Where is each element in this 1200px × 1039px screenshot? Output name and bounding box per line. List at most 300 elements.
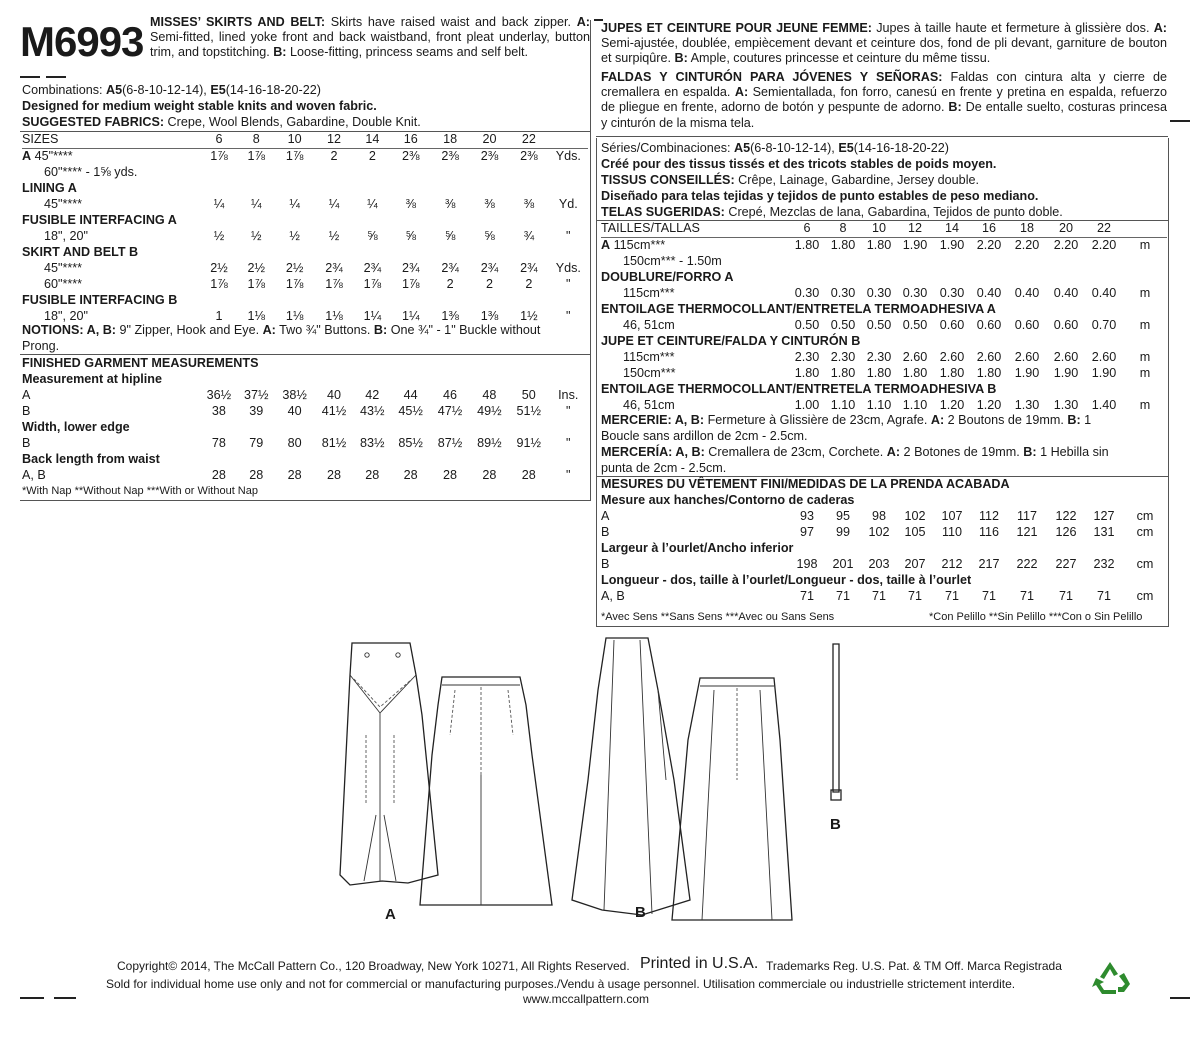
value-cell: 41½ bbox=[321, 403, 347, 418]
unit-cell: " bbox=[565, 403, 571, 418]
value-cell: 0.60 bbox=[976, 317, 1002, 332]
value-cell: 2.60 bbox=[902, 349, 928, 364]
value-cell: 1.80 bbox=[866, 237, 892, 252]
value-cell: 0.40 bbox=[1014, 285, 1040, 300]
table-row bbox=[22, 403, 588, 419]
fr-metrage-table bbox=[601, 221, 1167, 413]
value-cell: ¼ bbox=[289, 196, 300, 211]
fr-designed: Créé pour des tissus tissés et des tricots stables de poids moyen. bbox=[601, 157, 997, 171]
table-row bbox=[601, 237, 1167, 253]
value-cell: 1⅞ bbox=[325, 276, 343, 291]
value-cell: 102 bbox=[904, 508, 926, 523]
value-cell: 2¾ bbox=[401, 260, 420, 275]
illustration-label-b: B bbox=[635, 904, 646, 921]
value-cell: 2 bbox=[485, 276, 493, 291]
value-cell: 89½ bbox=[477, 435, 502, 450]
value-cell: 1⅞ bbox=[247, 148, 266, 163]
value-cell: 2½ bbox=[247, 260, 266, 275]
value-cell: 42 bbox=[365, 387, 380, 402]
value-cell: 36½ bbox=[206, 387, 232, 402]
size-header: 22 bbox=[509, 132, 548, 148]
value-cell: 83½ bbox=[360, 435, 385, 450]
value-cell: 49½ bbox=[477, 403, 502, 418]
value-cell: 1.10 bbox=[866, 397, 892, 412]
table-row bbox=[22, 228, 588, 244]
table-row bbox=[22, 435, 588, 451]
value-cell: 0.60 bbox=[1014, 317, 1040, 332]
value-cell: 2¾ bbox=[441, 260, 459, 275]
value-cell: 2.30 bbox=[866, 349, 892, 364]
footer-copyright: Copyright© 2014, The McCall Pattern Co., 120 Broadway, New York 10271, All Rights Reserved. bbox=[117, 959, 630, 973]
footer-sold: Sold for individual home use only and not for commercial or manufacturing purposes./Vendu à usage personnel. Utilisation commerciale ou industrielle strictement interdite. bbox=[106, 977, 1016, 991]
size-header: 14 bbox=[933, 221, 971, 237]
value-cell: 38 bbox=[211, 403, 226, 418]
es-telas: TELAS SUGERIDAS: Crepé, Mezclas de lana, Gabardina, Tejidos de punto doble. bbox=[601, 205, 1063, 219]
table-row bbox=[601, 253, 1167, 269]
value-cell bbox=[509, 164, 548, 180]
value-cell: 0.30 bbox=[939, 285, 965, 300]
unit-cell: Yds. bbox=[555, 148, 581, 163]
en-fabrics: SUGGESTED FABRICS: Crepe, Wool Blends, Gabardine, Double Knit. bbox=[22, 115, 421, 129]
row-label: 46, 51cm bbox=[623, 397, 675, 412]
row-label bbox=[601, 237, 789, 253]
value-cell bbox=[470, 164, 509, 180]
table-row bbox=[601, 285, 1167, 301]
value-cell: 0.30 bbox=[830, 285, 856, 300]
value-cell: 222 bbox=[1016, 556, 1038, 571]
fr-tissus: TISSUS CONSEILLÉS: Crêpe, Lainage, Gabardine, Jersey double. bbox=[601, 173, 979, 187]
value-cell: 0.60 bbox=[939, 317, 965, 332]
value-cell: 1 bbox=[215, 308, 223, 323]
value-cell: 79 bbox=[249, 435, 264, 450]
value-cell: 1.80 bbox=[939, 365, 965, 380]
value-cell: ⅜ bbox=[444, 196, 456, 211]
divider bbox=[596, 626, 1168, 627]
value-cell: 107 bbox=[941, 508, 963, 523]
value-cell: 46 bbox=[443, 387, 458, 402]
value-cell: 2½ bbox=[285, 260, 304, 275]
value-cell: 2⅜ bbox=[401, 148, 420, 163]
row-label: 60"**** bbox=[44, 276, 83, 291]
value-cell: 203 bbox=[868, 556, 890, 571]
footer-trademarks: Trademarks Reg. U.S. Pat. & TM Off. Marca Registrada bbox=[766, 959, 1062, 973]
value-cell: ¼ bbox=[213, 196, 225, 211]
table-row bbox=[22, 308, 588, 324]
en-intro-title: MISSES’ SKIRTS AND BELT: bbox=[150, 15, 326, 29]
value-cell: 117 bbox=[1016, 508, 1038, 523]
cut-line bbox=[46, 76, 66, 78]
unit-cell: " bbox=[566, 308, 571, 323]
value-cell: 81½ bbox=[321, 435, 347, 450]
value-cell: ½ bbox=[213, 228, 225, 243]
unit-cell: m bbox=[1139, 237, 1151, 252]
value-cell: 1⅞ bbox=[401, 276, 420, 291]
value-cell: 207 bbox=[904, 556, 926, 571]
value-cell: 2 bbox=[446, 276, 454, 291]
value-cell: 43½ bbox=[360, 403, 385, 418]
value-cell: ⅝ bbox=[444, 228, 456, 243]
section-row bbox=[22, 451, 588, 467]
value-cell bbox=[933, 253, 971, 269]
unit-cell bbox=[1123, 253, 1167, 269]
skirt-a-drawing bbox=[320, 635, 590, 935]
section-row bbox=[22, 419, 588, 435]
value-cell: 0.50 bbox=[794, 317, 820, 332]
value-cell: 112 bbox=[978, 508, 1000, 523]
unit-cell: cm bbox=[1136, 524, 1154, 539]
value-cell: 198 bbox=[796, 556, 818, 571]
value-cell: ⅝ bbox=[484, 228, 495, 243]
value-cell: 1.00 bbox=[794, 397, 820, 412]
value-cell bbox=[275, 164, 314, 180]
divider bbox=[1168, 138, 1169, 627]
value-cell: 0.40 bbox=[1091, 285, 1117, 300]
value-cell bbox=[391, 164, 430, 180]
value-cell: 201 bbox=[832, 556, 854, 571]
value-cell bbox=[200, 164, 237, 180]
en-combinations: Combinations: A5(6-8-10-12-14), E5(14-16-18-20-22) bbox=[22, 83, 321, 97]
value-cell: ¼ bbox=[328, 196, 340, 211]
fr-combinations: Séries/Combinaciones: A5(6-8-10-12-14), E5(14-16-18-20-22) bbox=[601, 141, 949, 155]
value-cell: 2 bbox=[368, 148, 376, 163]
value-cell: 0.50 bbox=[866, 317, 892, 332]
value-cell: 1½ bbox=[520, 308, 538, 323]
size-header: 6 bbox=[789, 221, 825, 237]
value-cell: 1⅛ bbox=[247, 308, 266, 323]
section-row bbox=[601, 269, 1167, 285]
value-cell: 0.60 bbox=[1053, 317, 1079, 332]
cut-line bbox=[1170, 997, 1190, 999]
divider bbox=[596, 136, 1168, 137]
size-header-row bbox=[22, 132, 588, 148]
value-cell: 2.60 bbox=[939, 349, 965, 364]
divider bbox=[20, 500, 590, 501]
en-designed: Designed for medium weight stable knits and woven fabric. bbox=[22, 99, 377, 113]
unit-cell: m bbox=[1139, 317, 1151, 332]
value-cell: 45½ bbox=[398, 403, 423, 418]
value-cell: 2.60 bbox=[1053, 349, 1079, 364]
en-finished-heading: FINISHED GARMENT MEASUREMENTS bbox=[22, 356, 259, 370]
value-cell: 1⅞ bbox=[210, 148, 228, 163]
cut-line bbox=[20, 997, 44, 999]
en-yardage-table bbox=[22, 132, 588, 324]
table-row bbox=[22, 260, 588, 276]
row-label: 45"**** bbox=[44, 260, 83, 275]
value-cell: 1⅜ bbox=[480, 308, 499, 323]
value-cell: 1.10 bbox=[830, 397, 856, 412]
value-cell: 80 bbox=[287, 435, 302, 450]
row-label: A bbox=[601, 508, 610, 523]
cut-line bbox=[1170, 120, 1190, 122]
unit-cell: m bbox=[1139, 285, 1151, 300]
value-cell bbox=[430, 164, 469, 180]
row-label-rest: 45"**** bbox=[31, 148, 73, 163]
size-header: 8 bbox=[238, 132, 275, 148]
value-cell: 127 bbox=[1093, 508, 1115, 523]
fr-finished-heading: MESURES DU VÊTEMENT FINI/MEDIDAS DE LA PRENDA ACABADA bbox=[601, 477, 1010, 491]
value-cell: 2.60 bbox=[976, 349, 1002, 364]
row-label-rest: 115cm*** bbox=[610, 237, 666, 252]
section-row bbox=[601, 492, 1167, 508]
unit-cell: cm bbox=[1136, 508, 1154, 523]
value-cell: 28 bbox=[249, 467, 264, 482]
value-cell: 1⅛ bbox=[285, 308, 304, 323]
value-cell: ⅜ bbox=[484, 196, 495, 211]
value-cell: 2 bbox=[525, 276, 533, 291]
table-row bbox=[601, 556, 1167, 572]
value-cell: 99 bbox=[835, 524, 850, 539]
value-cell: 95 bbox=[835, 508, 850, 523]
value-cell bbox=[1085, 253, 1123, 269]
en-notions-cont: Prong. bbox=[22, 339, 60, 353]
value-cell bbox=[861, 253, 897, 269]
section-label: Longueur - dos, taille à l’ourlet/Longueur - dos, taille à l’ourlet bbox=[601, 572, 972, 587]
value-cell: 47½ bbox=[437, 403, 463, 418]
value-cell bbox=[1047, 253, 1085, 269]
section-label: Back length from waist bbox=[22, 451, 160, 466]
value-cell: 1.10 bbox=[902, 397, 928, 412]
unit-cell: m bbox=[1139, 349, 1151, 364]
value-cell: 2.60 bbox=[1014, 349, 1040, 364]
value-cell: 37½ bbox=[243, 387, 269, 402]
unit-cell: Yd. bbox=[558, 196, 578, 211]
value-cell: 1.80 bbox=[866, 365, 892, 380]
value-cell: 44 bbox=[403, 387, 418, 402]
value-cell: 0.50 bbox=[830, 317, 856, 332]
value-cell bbox=[825, 253, 861, 269]
value-cell: 1⅞ bbox=[285, 276, 304, 291]
row-label: A, B bbox=[22, 467, 46, 482]
value-cell: 1.40 bbox=[1091, 397, 1117, 412]
row-label: 115cm*** bbox=[623, 285, 675, 300]
row-label: 60"**** - 1⅝ yds. bbox=[44, 164, 138, 179]
unit-cell bbox=[549, 164, 588, 180]
en-intro bbox=[150, 15, 590, 61]
unit-cell: cm bbox=[1136, 556, 1154, 571]
row-letter: A bbox=[22, 148, 32, 163]
value-cell: 1.20 bbox=[976, 397, 1002, 412]
value-cell: 1¼ bbox=[401, 308, 420, 323]
value-cell: 71 bbox=[944, 588, 959, 603]
value-cell: 0.70 bbox=[1091, 317, 1117, 332]
value-cell: 97 bbox=[799, 524, 814, 539]
row-label: A bbox=[22, 387, 31, 402]
value-cell: 2.20 bbox=[1014, 237, 1040, 252]
value-cell: 2.20 bbox=[976, 237, 1002, 252]
fr-finished-table bbox=[601, 492, 1167, 604]
size-header: 6 bbox=[200, 132, 237, 148]
row-letter: A bbox=[601, 237, 611, 252]
value-cell: 28 bbox=[287, 467, 302, 482]
value-cell: 2 bbox=[330, 148, 338, 163]
es-merceria-cont: punta de 2cm - 2.5cm. bbox=[601, 461, 727, 475]
value-cell: 71 bbox=[835, 588, 850, 603]
unit-header bbox=[1123, 221, 1167, 237]
unit-cell: " bbox=[566, 228, 571, 243]
value-cell: 93 bbox=[799, 508, 814, 523]
section-row bbox=[22, 371, 588, 387]
value-cell: 122 bbox=[1055, 508, 1077, 523]
value-cell: 0.30 bbox=[866, 285, 892, 300]
value-cell: 78 bbox=[211, 435, 226, 450]
value-cell: 71 bbox=[1058, 588, 1073, 603]
section-label: Largeur à l’ourlet/Ancho inferior bbox=[601, 540, 794, 555]
pattern-code: M6993 bbox=[20, 18, 144, 65]
value-cell bbox=[238, 164, 275, 180]
value-cell: 2¾ bbox=[520, 260, 538, 275]
table-row bbox=[22, 196, 588, 212]
value-cell: 1.80 bbox=[794, 365, 820, 380]
value-cell: 91½ bbox=[516, 435, 542, 450]
unit-cell: " bbox=[566, 276, 571, 291]
footer-printed: Printed in U.S.A. bbox=[640, 955, 759, 972]
value-cell: 2.30 bbox=[830, 349, 856, 364]
size-header: 18 bbox=[1007, 221, 1047, 237]
row-label: B bbox=[601, 524, 610, 539]
size-header: 10 bbox=[861, 221, 897, 237]
value-cell: 71 bbox=[871, 588, 886, 603]
unit-cell: " bbox=[565, 467, 571, 482]
unit-cell: m bbox=[1139, 397, 1151, 412]
table-row bbox=[601, 365, 1167, 381]
value-cell: 71 bbox=[1096, 588, 1111, 603]
table-row bbox=[22, 387, 588, 403]
value-cell: 1.80 bbox=[902, 365, 928, 380]
value-cell: 40 bbox=[287, 403, 302, 418]
value-cell: 1.30 bbox=[1053, 397, 1079, 412]
value-cell: 50 bbox=[521, 387, 536, 402]
size-header: 14 bbox=[354, 132, 391, 148]
size-header: 8 bbox=[825, 221, 861, 237]
section-label: FUSIBLE INTERFACING A bbox=[22, 212, 177, 227]
en-finished-table bbox=[22, 371, 588, 483]
unit-header bbox=[549, 132, 588, 148]
value-cell: 1.90 bbox=[902, 237, 928, 252]
section-row bbox=[22, 180, 588, 196]
value-cell: 2⅜ bbox=[441, 148, 459, 163]
value-cell: ½ bbox=[289, 228, 300, 243]
value-cell: 105 bbox=[904, 524, 926, 539]
section-label: SKIRT AND BELT B bbox=[22, 244, 139, 259]
section-row bbox=[601, 572, 1167, 588]
en-intro-a-text: Semi-fitted, lined yoke front and back waistband, front pleat underlay, button trim, and topstitching. bbox=[150, 30, 590, 60]
cut-line bbox=[20, 76, 40, 78]
section-row bbox=[601, 540, 1167, 556]
table-row bbox=[601, 524, 1167, 540]
value-cell: 1⅞ bbox=[363, 276, 382, 291]
value-cell: 0.30 bbox=[902, 285, 928, 300]
footer-url[interactable]: www.mccallpattern.com bbox=[523, 992, 650, 1006]
value-cell: 227 bbox=[1055, 556, 1077, 571]
value-cell bbox=[1007, 253, 1047, 269]
value-cell: 85½ bbox=[398, 435, 423, 450]
value-cell: 28 bbox=[443, 467, 458, 482]
table-row bbox=[601, 317, 1167, 333]
value-cell: ⅜ bbox=[523, 196, 535, 211]
es-intro: FALDAS Y CINTURÓN PARA JÓVENES Y SEÑORAS: Faldas con cintura alta y cierre de cremallera en espalda. A: Semientallada, fon forro, canesú en frente y pretina en espalda, refuerzo de pliegue en frente, adorno de botón y pespunte de adorno. B: De entalle suelto, costuras princesa y cinturón de la misma tela. bbox=[601, 70, 1168, 130]
size-header: 10 bbox=[275, 132, 314, 148]
value-cell: 0.40 bbox=[976, 285, 1002, 300]
recycle-icon bbox=[1088, 960, 1132, 1000]
fr-mercerie: MERCERIE: A, B: Fermeture à Glissière de 23cm, Agrafe. A: 2 Boutons de 19mm. B: 1 bbox=[601, 413, 1092, 427]
value-cell: 2.60 bbox=[1091, 349, 1117, 364]
value-cell: 71 bbox=[1019, 588, 1034, 603]
value-cell: 40 bbox=[326, 387, 341, 402]
en-notions: NOTIONS: A, B: 9" Zipper, Hook and Eye. A: Two ¾" Buttons. B: One ¾" - 1" Buckle without bbox=[22, 323, 541, 337]
unit-cell: " bbox=[565, 435, 571, 450]
value-cell: ½ bbox=[251, 228, 262, 243]
skirt-b-drawing bbox=[562, 630, 802, 940]
row-label: 18", 20" bbox=[44, 228, 88, 243]
value-cell: 28 bbox=[211, 467, 226, 482]
value-cell: 212 bbox=[941, 556, 963, 571]
row-label: 45"**** bbox=[44, 196, 83, 211]
row-label: B bbox=[22, 435, 31, 450]
row-label: 115cm*** bbox=[623, 349, 675, 364]
section-label: ENTOILAGE THERMOCOLLANT/ENTRETELA TERMOADHESIVA A bbox=[601, 301, 996, 316]
section-label: Measurement at hipline bbox=[22, 371, 162, 386]
value-cell: 1.90 bbox=[1091, 365, 1117, 380]
size-header: 12 bbox=[897, 221, 933, 237]
value-cell: 1⅞ bbox=[210, 276, 228, 291]
en-intro-a: A: bbox=[576, 15, 590, 29]
value-cell: 232 bbox=[1093, 556, 1115, 571]
value-cell: 98 bbox=[871, 508, 886, 523]
value-cell: ¼ bbox=[367, 196, 378, 211]
table-row bbox=[22, 276, 588, 292]
value-cell: 217 bbox=[978, 556, 1000, 571]
unit-cell: cm bbox=[1136, 588, 1154, 603]
value-cell: 48 bbox=[482, 387, 497, 402]
section-label: DOUBLURE/FORRO A bbox=[601, 269, 734, 284]
value-cell: 1.90 bbox=[939, 237, 965, 252]
value-cell: 1¼ bbox=[363, 308, 382, 323]
value-cell: ¼ bbox=[251, 196, 262, 211]
illustration-label-a: A bbox=[385, 906, 396, 923]
value-cell: 116 bbox=[978, 524, 1000, 539]
section-row bbox=[22, 292, 588, 308]
fr-mercerie-cont: Boucle sans ardillon de 2cm - 2.5cm. bbox=[601, 429, 808, 443]
value-cell: 1.80 bbox=[976, 365, 1002, 380]
value-cell: 28 bbox=[365, 467, 380, 482]
sizes-label: SIZES bbox=[22, 132, 200, 148]
value-cell: 38½ bbox=[282, 387, 307, 402]
fr-nap-note: *Avec Sens **Sans Sens ***Avec ou Sans Sens bbox=[601, 611, 835, 623]
row-label bbox=[22, 148, 200, 164]
section-row bbox=[22, 212, 588, 228]
table-row bbox=[601, 588, 1167, 604]
divider bbox=[590, 20, 591, 501]
row-label: B bbox=[601, 556, 610, 571]
section-row bbox=[601, 301, 1167, 317]
table-row bbox=[601, 349, 1167, 365]
value-cell bbox=[897, 253, 933, 269]
value-cell: 2¾ bbox=[363, 260, 382, 275]
value-cell: 28 bbox=[326, 467, 341, 482]
unit-cell: Yds. bbox=[555, 260, 581, 275]
value-cell bbox=[354, 164, 391, 180]
es-nap-note: *Con Pelillo **Sin Pelillo ***Con o Sin Pelillo bbox=[929, 611, 1143, 623]
row-label: A, B bbox=[601, 588, 625, 603]
en-intro-desc: Skirts have raised waist and back zipper. bbox=[325, 15, 577, 29]
value-cell: 1⅞ bbox=[285, 148, 304, 163]
table-row bbox=[22, 467, 588, 483]
section-label: Mesure aux hanches/Contorno de caderas bbox=[601, 492, 855, 507]
value-cell: 71 bbox=[799, 588, 814, 603]
value-cell: 2.20 bbox=[1053, 237, 1079, 252]
value-cell: 2½ bbox=[210, 260, 228, 275]
table-row bbox=[22, 148, 588, 164]
